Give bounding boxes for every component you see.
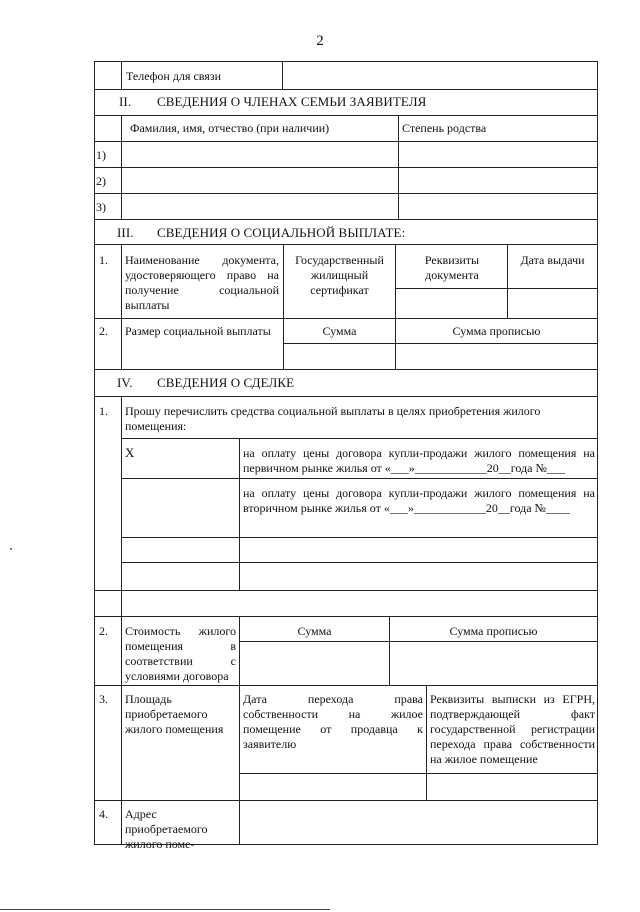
- transfer-request-label: Прошу перечислить средства социальной выплаты в целях приобретения жилого помещения:: [125, 404, 541, 433]
- certificate-requisites-field[interactable]: [396, 289, 507, 318]
- property-address-field[interactable]: [240, 801, 597, 844]
- issue-date-column-header: Дата выдачи: [520, 253, 585, 267]
- section2-roman: II.: [119, 94, 132, 109]
- egrn-extract-requisites-header: Реквизиты выписки из ЕГРН, подтверждающей факт государственной регистрации перехода права собственности на жилое помещение: [430, 692, 595, 766]
- contact-phone-field[interactable]: [283, 62, 597, 89]
- ownership-transfer-date-header: Дата перехода права собственности на жилое помещение от продавца к заявителю: [243, 692, 423, 751]
- family-row-number: 3): [96, 200, 106, 214]
- section4-item4-number: 4.: [99, 807, 108, 821]
- contact-phone-label: Телефон для связи: [126, 69, 221, 83]
- payment-sum-words-field[interactable]: [396, 344, 597, 369]
- property-address-label: Адрес приобретаемого жилого поме-: [125, 807, 208, 851]
- section4-roman: IV.: [117, 375, 133, 390]
- scan-speck: [10, 548, 12, 550]
- property-area-field[interactable]: [122, 774, 239, 800]
- sum-in-words-column-header: Сумма прописью: [452, 324, 541, 338]
- payment-sum-field[interactable]: [284, 344, 395, 369]
- property-cost-sum-field[interactable]: [240, 642, 389, 685]
- section4-item3-number: 3.: [99, 692, 108, 706]
- relation-column-header: Степень родства: [402, 121, 487, 135]
- requisites-column-header: Реквизиты документа: [424, 253, 480, 282]
- section4-item2-number: 2.: [99, 624, 108, 638]
- section2-title: СВЕДЕНИЯ О ЧЛЕНАХ СЕМЬИ ЗАЯВИТЕЛЯ: [157, 94, 427, 109]
- certificate-name: Государственный жилищный сертификат: [295, 253, 384, 297]
- sum-in-words-column-header: Сумма прописью: [449, 624, 538, 638]
- family-member-relation-field[interactable]: [399, 142, 597, 167]
- application-form-table: [94, 61, 598, 851]
- selected-option-mark: Х: [125, 445, 135, 460]
- family-row-number: 2): [96, 174, 106, 188]
- page-bottom-rule: [0, 909, 330, 910]
- section4-title: СВЕДЕНИЯ О СДЕЛКЕ: [157, 375, 295, 390]
- ownership-transfer-date-field[interactable]: [240, 774, 426, 800]
- option-primary-market-checkbox[interactable]: [122, 439, 239, 478]
- entitlement-document-label: Наименование документа, удостоверяющего право на получение социальной выплаты: [125, 253, 279, 312]
- property-area-label: Площадь приобретаемого жилого помещения: [125, 692, 224, 736]
- property-cost-sum-words-field[interactable]: [390, 642, 597, 685]
- page-number: 2: [316, 33, 324, 49]
- family-name-column-header: Фамилия, имя, отчество (при наличии): [130, 121, 330, 135]
- family-member-name-field[interactable]: [122, 168, 398, 193]
- payment-amount-label: Размер социальной выплаты: [125, 324, 271, 338]
- certificate-issue-date-field[interactable]: [508, 289, 597, 318]
- property-cost-label: Стоимость жилого помещения в соответствии с условиями договора: [125, 624, 236, 683]
- section3-title: СВЕДЕНИЯ О СОЦИАЛЬНОЙ ВЫПЛАТЕ:: [157, 225, 406, 240]
- sum-column-header: Сумма: [297, 624, 332, 638]
- section4-item1-number: 1.: [99, 404, 108, 418]
- family-member-name-field[interactable]: [122, 194, 398, 219]
- sum-column-header: Сумма: [322, 324, 357, 338]
- option-secondary-market-text: на оплату цены договора купли-продажи жилого помещения на вторичном рынке жилья от «___»____________20__года №____: [243, 486, 595, 515]
- section3-item1-number: 1.: [99, 253, 108, 267]
- family-member-relation-field[interactable]: [399, 168, 597, 193]
- family-member-relation-field[interactable]: [399, 194, 597, 219]
- family-member-name-field[interactable]: [122, 142, 398, 167]
- section3-item2-number: 2.: [99, 324, 108, 338]
- option-primary-market-text: на оплату цены договора купли-продажи жилого помещения на первичном рынке жилья от «___»____________20__года №___: [243, 446, 595, 475]
- egrn-extract-requisites-field[interactable]: [427, 774, 597, 800]
- section3-roman: III.: [117, 225, 134, 240]
- option-secondary-market-checkbox[interactable]: [122, 479, 239, 537]
- family-row-number: 1): [96, 148, 106, 162]
